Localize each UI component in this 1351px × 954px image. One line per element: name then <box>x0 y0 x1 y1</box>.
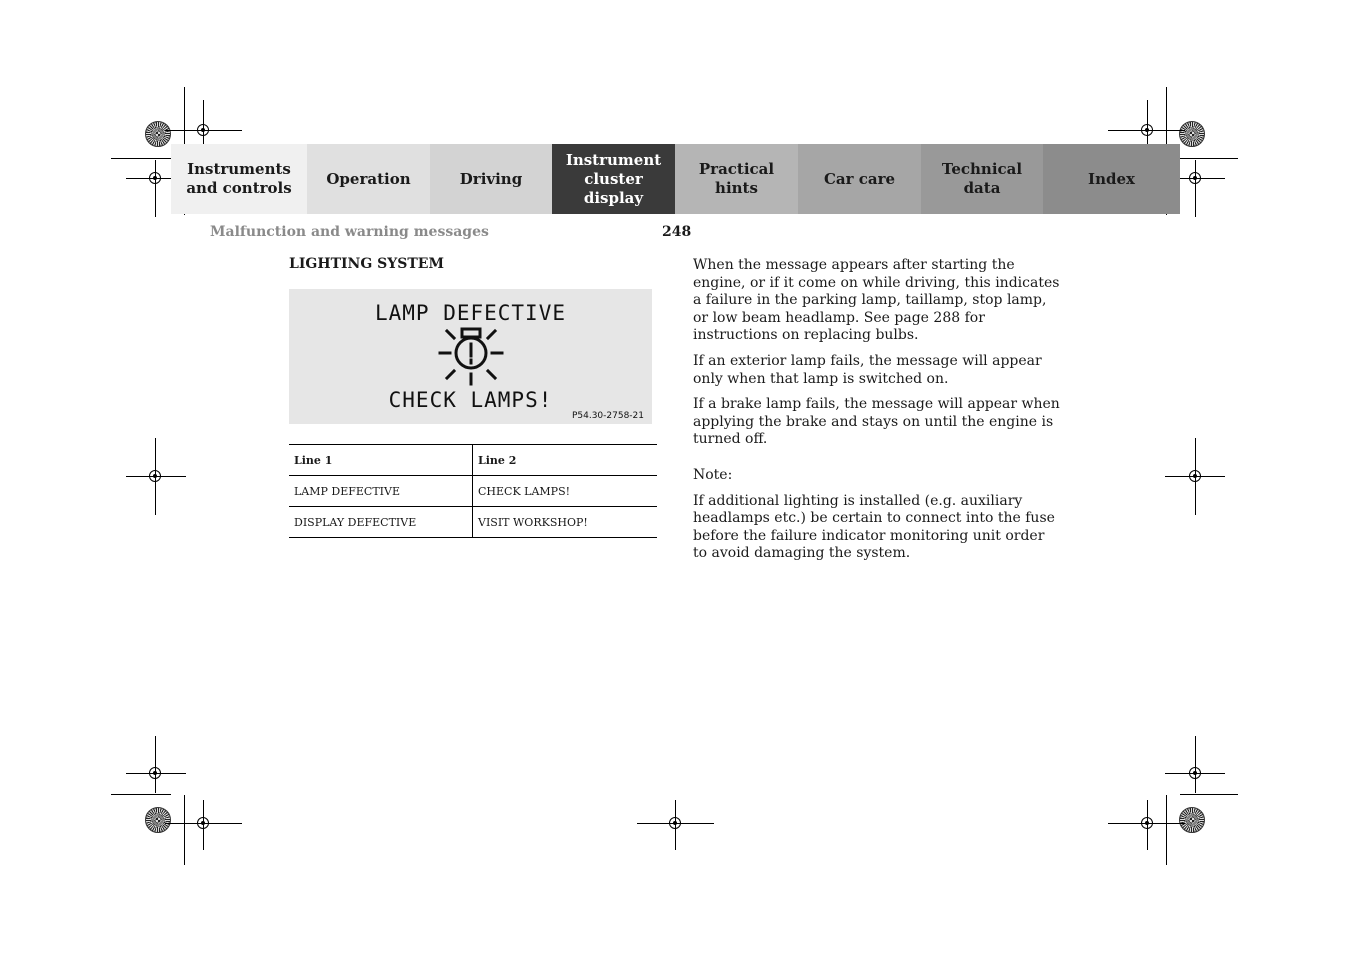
tab-technical-data[interactable]: Technical data <box>921 144 1043 214</box>
color-rosette-icon <box>145 807 171 833</box>
note-label: Note: <box>693 466 733 483</box>
table-cell: CHECK LAMPS! <box>473 476 658 507</box>
display-line-2: CHECK LAMPS! <box>388 388 553 412</box>
color-rosette-icon <box>1179 121 1205 147</box>
crosshair-icon <box>1189 767 1201 779</box>
table-row <box>289 476 657 507</box>
message-table <box>289 444 657 538</box>
section-title: Malfunction and warning messages <box>210 224 489 240</box>
table-cell: VISIT WORKSHOP! <box>473 507 658 538</box>
section-tabs <box>171 144 1180 214</box>
crosshair-icon <box>1141 817 1153 829</box>
crosshair-icon <box>197 124 209 136</box>
crosshair-icon <box>149 470 161 482</box>
lamp-warning-icon <box>436 326 506 386</box>
crosshair-icon <box>149 172 161 184</box>
tab-operation[interactable]: Operation <box>307 144 430 214</box>
paragraph: If a brake lamp fails, the message will appear when applying the brake and stays on until the engine is turned off. <box>693 396 1060 448</box>
crosshair-icon <box>1141 124 1153 136</box>
cluster-display-figure <box>289 289 652 424</box>
table-row <box>289 507 657 538</box>
tab-instruments-and-controls[interactable]: Instruments and controls <box>171 144 307 214</box>
paragraph: If an exterior lamp fails, the message will appear only when that lamp is switched on. <box>693 352 1042 387</box>
tab-car-care[interactable]: Car care <box>798 144 921 214</box>
figure-code: P54.30-2758-21 <box>571 411 644 421</box>
crosshair-icon <box>669 817 681 829</box>
note-text: If additional lighting is installed (e.g. auxiliary headlamps etc.) be certain to connect into the fuse before the failure indicator monitoring unit order to avoid damaging the system. <box>693 492 1055 562</box>
display-line-1: LAMP DEFECTIVE <box>374 301 566 325</box>
page-number: 248 <box>662 224 692 240</box>
table-header-line2: Line 2 <box>473 445 658 476</box>
color-rosette-icon <box>145 121 171 147</box>
tab-index[interactable]: Index <box>1043 144 1180 214</box>
table-cell: DISPLAY DEFECTIVE <box>289 507 473 538</box>
color-rosette-icon <box>1179 807 1205 833</box>
crosshair-icon <box>149 767 161 779</box>
table-cell: LAMP DEFECTIVE <box>289 476 473 507</box>
table-header-line1: Line 1 <box>289 445 473 476</box>
tab-instrument-cluster-display[interactable]: Instrument cluster display <box>552 144 675 214</box>
crosshair-icon <box>1189 172 1201 184</box>
page-heading: LIGHTING SYSTEM <box>289 256 444 272</box>
explanation-text <box>693 257 1061 571</box>
tab-driving[interactable]: Driving <box>430 144 552 214</box>
paragraph: When the message appears after starting the engine, or if it come on while driving, this indicates a failure in the parking lamp, taillamp, stop lamp, or low beam headlamp. See page 288 for instructions on replacing bulbs. <box>693 257 1060 344</box>
tab-practical-hints[interactable]: Practical hints <box>675 144 798 214</box>
crosshair-icon <box>1189 470 1201 482</box>
crosshair-icon <box>197 817 209 829</box>
table-header-row <box>289 445 657 476</box>
